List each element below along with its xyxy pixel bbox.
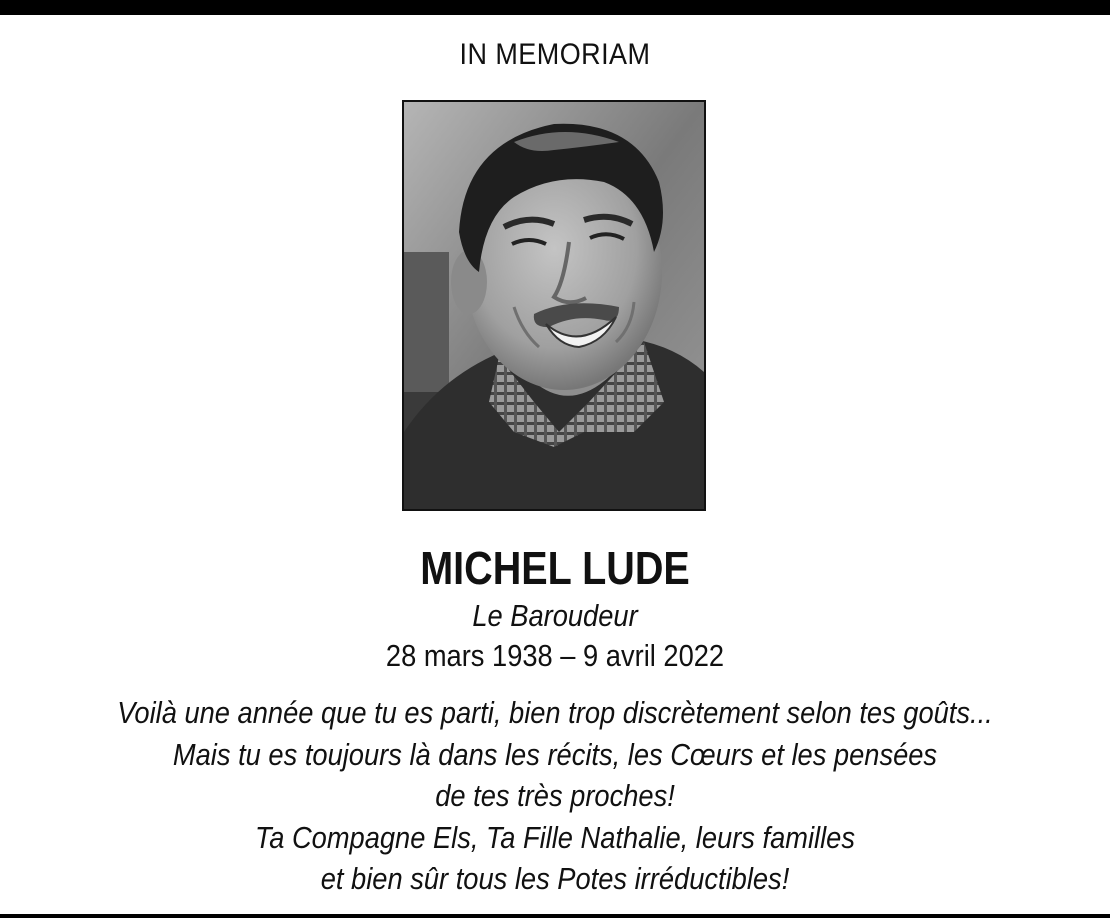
notice-heading: IN MEMORIAM [459,38,651,71]
message-line: et bien sûr tous les Potes irréductibles! [320,861,790,896]
message-line: Mais tu es toujours là dans les récits, les Cœurs et les pensées [172,736,938,772]
nickname: Le Baroudeur [472,598,638,633]
message-line: Voilà une année que tu es parti, bien trop discrètement selon tes goûts... [117,695,993,730]
deceased-name: MICHEL LUDE [420,542,690,594]
life-dates: 28 mars 1938 – 9 avril 2022 [385,638,725,673]
message-line: de tes très proches! [435,778,675,813]
portrait-photo [402,100,706,511]
message-line: Ta Compagne Els, Ta Fille Nathalie, leurs familles [255,819,855,855]
portrait-illustration [404,102,704,509]
tribute-message [0,692,1110,900]
top-border-rule [0,0,1110,15]
bottom-border-rule [0,914,1110,918]
